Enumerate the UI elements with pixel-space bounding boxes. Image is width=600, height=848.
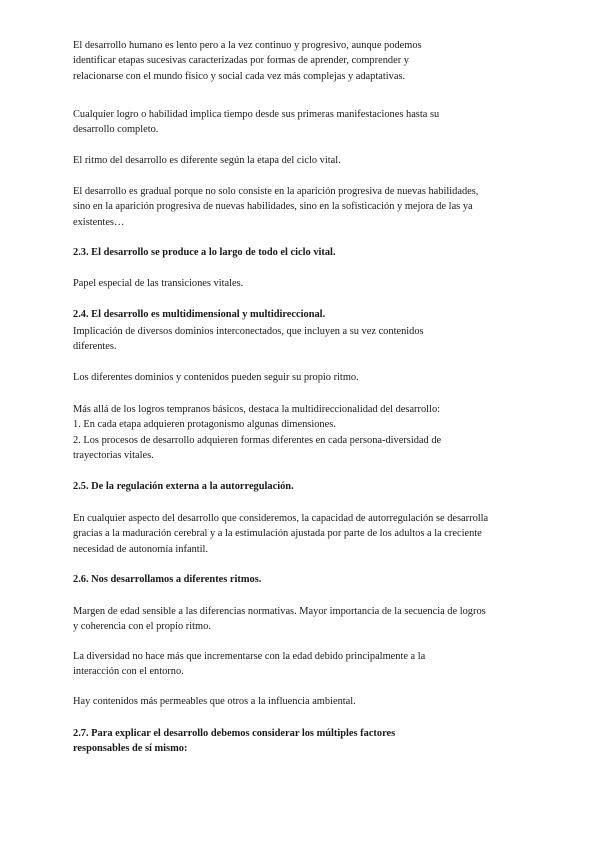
- section-heading: 2.3. El desarrollo se produce a lo largo de todo el ciclo vital.: [73, 247, 336, 258]
- paragraph-permeables: [73, 694, 356, 709]
- paragraph-logro: [73, 107, 439, 138]
- list-item: 1. En cada etapa adquieren protagonismo algunas dimensiones.: [73, 419, 336, 431]
- text-line: interacción con el entorno.: [73, 666, 184, 678]
- text-line: desarrollo completo.: [73, 124, 159, 136]
- text-line: Implicación de diversos dominios interconectados, que incluyen a su vez contenidos: [73, 326, 424, 337]
- section-heading: responsables de sí mismo:: [73, 743, 188, 755]
- text-line: diferentes.: [73, 341, 117, 353]
- section-heading: 2.5. De la regulación externa a la autorregulación.: [73, 481, 294, 492]
- paragraph-multidireccionalidad: [73, 402, 441, 463]
- paragraph-transiciones: [73, 276, 243, 291]
- paragraph-autorregulacion: [73, 511, 488, 557]
- paragraph-margen: [73, 604, 486, 635]
- text-line: Hay contenidos más permeables que otros a la influencia ambiental.: [73, 696, 356, 707]
- text-line: El desarrollo es gradual porque no solo consiste en la aparición progresiva de nuevas habilidades,: [73, 186, 479, 197]
- section-heading: 2.6. Nos desarrollamos a diferentes ritmos.: [73, 574, 262, 585]
- text-line: trayectorias vitales.: [73, 449, 154, 461]
- heading-2-6: [73, 572, 261, 587]
- text-line: El desarrollo humano es lento pero a la vez continuo y progresivo, aunque podemos: [73, 40, 422, 51]
- text-line: existentes…: [73, 216, 125, 228]
- paragraph-ritmo-propio: [73, 370, 359, 385]
- text-line: Papel especial de las transiciones vitales.: [73, 278, 244, 289]
- text-line: y coherencia con el propio ritmo.: [73, 621, 211, 633]
- text-line: En cualquier aspecto del desarrollo que consideremos, la capacidad de autorregulación se desarrolla: [73, 513, 489, 524]
- text-line: sino en la aparición progresiva de nuevas habilidades, sino en la sofisticación y mejora de las ya: [73, 201, 473, 213]
- text-line: Cualquier logro o habilidad implica tiempo desde sus primeras manifestaciones hasta su: [73, 109, 440, 120]
- text-line: El ritmo del desarrollo es diferente según la etapa del ciclo vital.: [73, 155, 341, 166]
- paragraph-gradual: [73, 184, 478, 230]
- section-heading: 2.4. El desarrollo es multidimensional y multidireccional.: [73, 309, 326, 320]
- heading-2-3: [73, 245, 336, 260]
- heading-2-4: [73, 307, 325, 322]
- text-line: Margen de edad sensible a las diferencias normativas. Mayor importancia de la secuencia de logros: [73, 606, 486, 617]
- text-line: identificar etapas sucesivas caracterizadas por formas de aprender, comprender y: [73, 55, 409, 67]
- text-line: necesidad de autonomía infantil.: [73, 543, 209, 555]
- paragraph-dominios: [73, 324, 424, 355]
- heading-2-7: [73, 726, 395, 757]
- paragraph-diversidad: [73, 649, 425, 680]
- text-line: Más allá de los logros tempranos básicos, destaca la multidireccionalidad del desarrollo:: [73, 404, 441, 415]
- paragraph-intro: [73, 38, 422, 84]
- text-line: La diversidad no hace más que incrementarse con la edad debido principalmente a la: [73, 651, 426, 662]
- section-heading: 2.7. Para explicar el desarrollo debemos considerar los múltiples factores: [73, 728, 396, 739]
- text-line: Los diferentes dominios y contenidos pueden seguir su propio ritmo.: [73, 372, 359, 383]
- list-item: 2. Los procesos de desarrollo adquieren formas diferentes en cada persona-diversidad de: [73, 434, 442, 446]
- text-line: relacionarse con el mundo físico y social cada vez más complejas y adaptativas.: [73, 70, 406, 82]
- paragraph-ritmo: [73, 153, 341, 168]
- text-line: gracias a la maduración cerebral y a la estimulación ajustada por parte de los adultos a la creciente: [73, 528, 482, 540]
- heading-2-5: [73, 479, 294, 494]
